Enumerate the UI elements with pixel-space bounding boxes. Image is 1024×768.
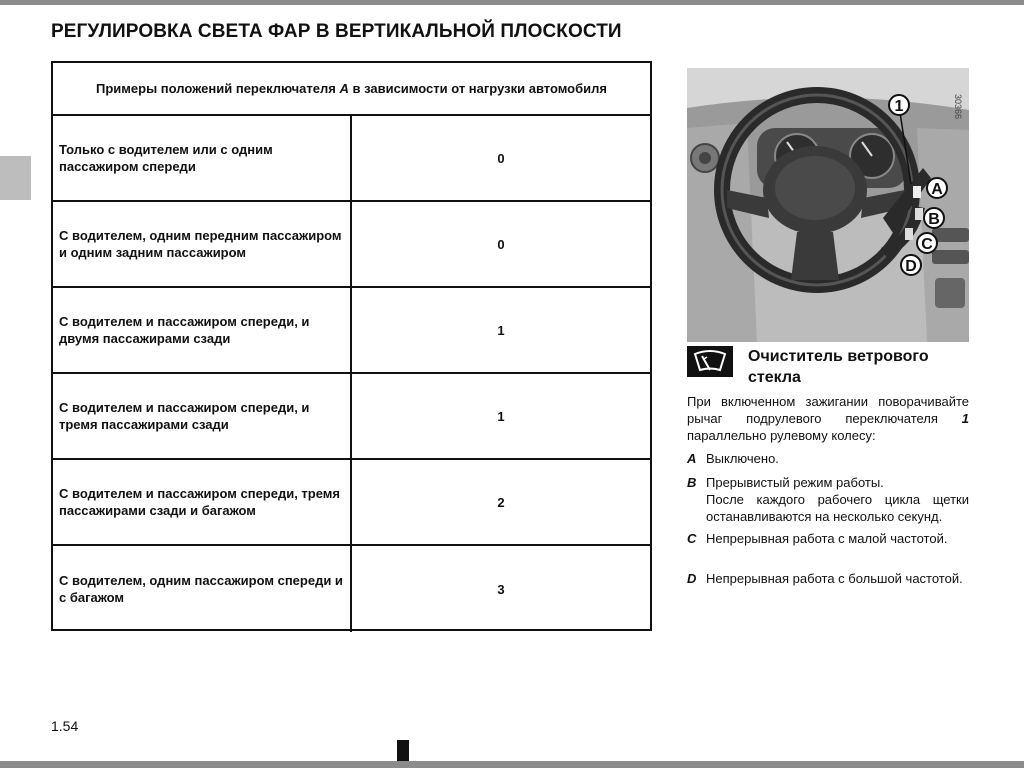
table-row	[53, 546, 650, 632]
table-row	[53, 116, 650, 202]
row-description: Только с водителем или с одним пассажиром спереди	[53, 116, 352, 200]
wiper-intro-text-end: параллельно рулевому колесу:	[687, 428, 876, 443]
row-value: 3	[497, 581, 505, 597]
position-letter: D	[687, 571, 697, 586]
table-row	[53, 460, 650, 546]
wiper-section-title: Очиститель ветрового стекла	[748, 348, 929, 386]
position-letter: B	[687, 475, 697, 490]
row-value: 2	[497, 494, 505, 510]
page-marker	[397, 740, 409, 762]
table-row	[53, 288, 650, 374]
headlight-position-table	[51, 61, 652, 631]
row-value: 0	[497, 150, 505, 166]
windshield-wiper-icon	[687, 346, 733, 377]
table-row	[53, 202, 650, 288]
row-description: С водителем и пассажиром спереди, и двумя пассажирами сзади	[53, 288, 352, 372]
top-border	[0, 0, 1024, 5]
page-title: РЕГУЛИРОВКА СВЕТА ФАР В ВЕРТИКАЛЬНОЙ ПЛОСКОСТИ	[51, 21, 622, 42]
table-header-switch-letter: A	[339, 81, 349, 96]
position-text: Непрерывная работа с большой частотой.	[706, 571, 963, 586]
position-text: Выключено.	[706, 451, 779, 466]
position-text: Непрерывная работа с малой частотой.	[706, 531, 948, 546]
row-description: С водителем и пассажиром спереди, и тремя пассажирами сзади	[53, 374, 352, 458]
row-description: С водителем, одним передним пассажиром и одним задним пассажиром	[53, 202, 352, 286]
position-b-body	[706, 474, 969, 525]
row-description: С водителем и пассажиром спереди, тремя пассажирами сзади и багажом	[53, 460, 352, 544]
wiper-intro-text-start: При включенном зажигании поворачивайте рычаг подрулевого переключателя	[687, 394, 969, 426]
lever-ref: 1	[961, 411, 969, 426]
page-number: 1.54	[51, 718, 79, 734]
row-value: 1	[497, 408, 505, 424]
section-tab	[0, 156, 31, 200]
row-value: 0	[497, 236, 505, 252]
callout-d: D	[905, 258, 917, 275]
steering-wheel-drawing	[687, 68, 969, 342]
position-letter: A	[687, 451, 697, 466]
callout-1: 1	[894, 98, 904, 115]
table-header-text-start: Примеры положений переключателя	[96, 81, 340, 96]
wiper-position-b	[687, 474, 969, 526]
position-text: Прерывистый режим работы.	[706, 475, 884, 490]
position-letter: C	[687, 531, 697, 546]
row-description: С водителем, одним пассажиром спереди и с багажом	[53, 546, 352, 632]
callout-c: C	[921, 236, 933, 253]
callout-a: A	[931, 181, 943, 198]
illustration-ref-code: 30366	[953, 94, 963, 120]
wiper-intro	[687, 393, 969, 444]
callout-b: B	[928, 211, 940, 228]
bottom-border	[0, 761, 1024, 768]
steering-wheel-illustration	[687, 68, 969, 342]
row-value: 1	[497, 322, 505, 338]
position-detail: После каждого рабочего цикла щетки останавливаются на несколько секунд.	[706, 492, 969, 524]
table-header	[53, 63, 650, 116]
table-row	[53, 374, 650, 460]
table-header-text-end: в зависимости от нагрузки автомобиля	[348, 81, 607, 96]
